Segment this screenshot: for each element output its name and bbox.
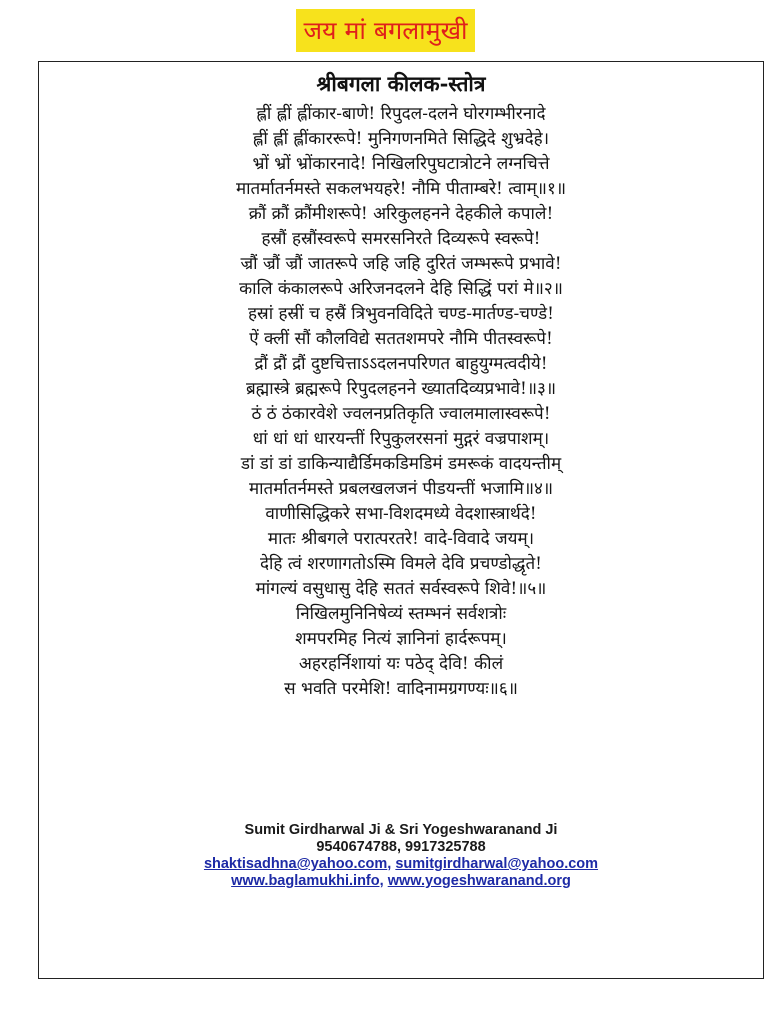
verse-line: मातर्मातर्नमस्ते सकलभयहरे! नौमि पीताम्बरे! त्वाम्॥१॥ <box>235 179 567 199</box>
verse-line: देहि त्वं शरणागतोऽस्मि विमले देवि प्रचण्डोद्धृते! <box>260 554 542 574</box>
verse-line: वाणीसिद्धिकरे सभा-विशदमध्ये वेदशास्त्रार्थदे! <box>265 504 537 524</box>
stotra-frame <box>38 61 764 979</box>
verse-line: निखिलमुनिनिषेव्यं स्तम्भनं सर्वशत्रोः <box>295 604 507 624</box>
verse-line: डां डां डां डाकिन्याद्यैर्डिमकडिमडिमं डमरूकं वादयन्तीम् <box>240 454 562 474</box>
email-link-shaktisadhna[interactable]: shaktisadhna@yahoo.com <box>203 856 388 872</box>
verse-line: भ्रों भ्रों भ्रोंकारनादे! निखिलरिपुघटात्रोटने लग्नचित्ते <box>252 154 550 174</box>
verse-line: मांगल्यं वसुधासु देहि सततं सर्वस्वरूपे शिवे!॥५॥ <box>255 579 547 599</box>
email-separator: , <box>387 856 396 872</box>
author-names: Sumit Girdharwal Ji & Sri Yogeshwaranand Ji <box>244 822 558 838</box>
email-link-sumitgirdharwal[interactable]: sumitgirdharwal@yahoo.com <box>395 856 599 872</box>
phone-numbers: 9540674788, 9917325788 <box>316 839 486 855</box>
email-line <box>39 856 763 873</box>
verse-list <box>39 102 763 702</box>
verse-line: ज्रौं ज्रौं ज्रौं जातरूपे जहि जहि दुरितं जम्भरूपे प्रभावे! <box>240 254 562 274</box>
verse-line: कालि कंकालरूपे अरिजनदलने देहि सिद्धिं परां मे॥२॥ <box>239 279 563 299</box>
verse-line: हस्रां हस्रीं च हस्रैं त्रिभुवनविदिते चण्ड-मार्तण्ड-चण्डे! <box>248 304 554 324</box>
verse-line: ह्लीं ह्लीं ह्लींकार-बाणे! रिपुदल-दलने घोरगम्भीरनादे <box>256 104 546 124</box>
verse-line: ब्रह्मास्त्रे ब्रह्मरूपे रिपुदलहनने ख्यातदिव्यप्रभावे!॥३॥ <box>245 379 557 399</box>
contact-block <box>39 822 763 890</box>
verse-line: स भवति परमेशि! वादिनामग्रगण्यः॥६॥ <box>284 679 518 699</box>
verse-line: अहरहर्निशायां यः पठेद् देवि! कीलं <box>298 654 504 674</box>
verse-line: शमपरमिह नित्यं ज्ञानिनां हार्दरूपम्। <box>295 629 507 649</box>
website-line <box>39 873 763 890</box>
verse-line: ह्लीं ह्लीं ह्लींकाररूपे! मुनिगणनमिते सिद्धिदे शुभ्रदेहे। <box>252 129 550 149</box>
verse-line: द्रौं द्रौं द्रौं दुष्टचित्ताऽऽदलनपरिणत बाहुयुग्मत्वदीये! <box>254 354 548 374</box>
website-link-yogeshwaranand[interactable]: www.yogeshwaranand.org <box>387 873 571 889</box>
verse-line: ठं ठं ठंकारवेशे ज्वलनप्रतिकृति ज्वालमालास्वरूपे! <box>251 404 551 424</box>
verse-line: हस्रौं हस्रौंस्वरूपे समरसनिरते दिव्यरूपे स्वरूपे! <box>261 229 541 249</box>
stotra-title: श्रीबगला कीलक-स्तोत्र <box>316 71 486 96</box>
website-link-baglamukhi[interactable]: www.baglamukhi.info, <box>231 873 384 889</box>
verse-line: मातर्मातर्नमस्ते प्रबलखलजनं पीडयन्तीं भजामि॥४॥ <box>248 479 554 499</box>
verse-line: मातः श्रीबगले परात्परतरे! वादे-विवादे जयम्। <box>267 529 535 549</box>
verse-line: क्रौं क्रौं क्रौंमीशरूपे! अरिकुलहनने देहकीले कपाले! <box>248 204 554 224</box>
verse-line: ऐं क्लीं सौं कौलविद्ये सततशमपरे नौमि पीतस्वरूपे! <box>249 329 553 349</box>
verse-line: धां धां धां धारयन्तीं रिपुकुलरसनां मुद्गरं वज्रपाशम्। <box>252 429 550 449</box>
page-banner: जय मां बगलामुखी <box>296 9 475 52</box>
